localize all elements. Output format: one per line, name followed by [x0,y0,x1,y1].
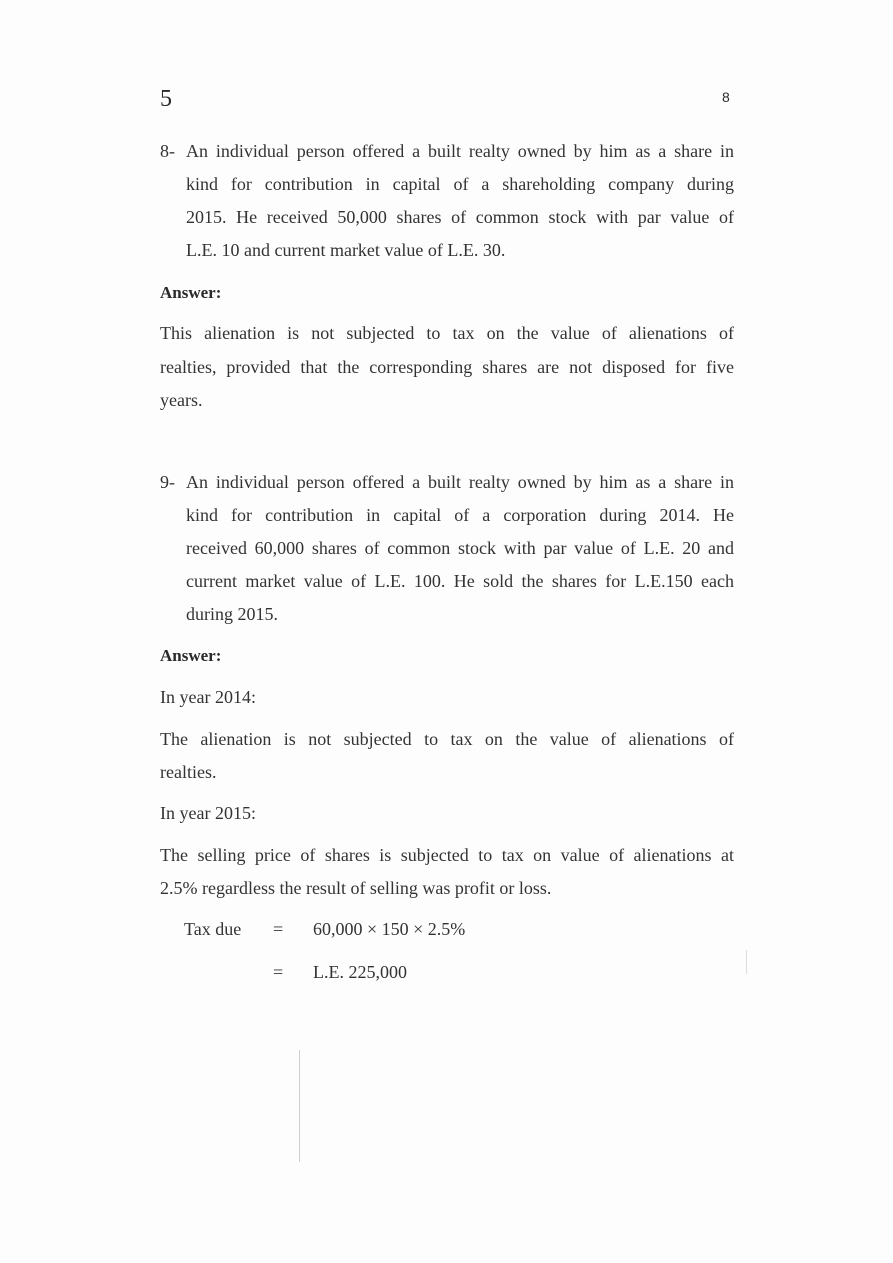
scan-artifact-line [299,1050,300,1162]
year-2015-line-1: The selling price of shares is subjected to tax on value of alienations at [160,845,734,865]
question-8-answer-line-3: years. [160,390,203,410]
year-2014-line-1: The alienation is not subjected to tax on the value of alienations of [160,729,734,749]
question-8-answer-line-2: realties, provided that the corresponding shares are not disposed for five [160,357,734,377]
question-8-line-3: 2015. He received 50,000 shares of common stock with par value of [186,207,734,227]
question-8-answer-line-1: This alienation is not subjected to tax on the value of alienations of [160,323,734,343]
scan-artifact-mark [746,950,747,974]
equals-sign-1: = [273,919,284,939]
question-9-line-2: kind for contribution in capital of a corporation during 2014. He [186,505,734,525]
tax-result: L.E. 225,000 [313,962,407,982]
tax-expression: 60,000 × 150 × 2.5% [313,919,466,939]
question-9-line-4: current market value of L.E. 100. He sold the shares for L.E.150 each [186,571,734,591]
year-2015-label: In year 2015: [160,803,256,823]
question-9-line-3: received 60,000 shares of common stock with par value of L.E. 20 and [186,538,734,558]
year-2014-label: In year 2014: [160,687,256,707]
question-9-number: 9- [160,472,175,492]
page-number-left: 5 [160,86,172,112]
question-8-number: 8- [160,141,175,161]
question-8-line-2: kind for contribution in capital of a shareholding company during [186,174,734,194]
question-8-line-4: L.E. 10 and current market value of L.E. 30. [186,240,506,260]
page-number-right: 8 [722,89,730,105]
year-2015-line-2: 2.5% regardless the result of selling was profit or loss. [160,878,552,898]
question-9-line-1: An individual person offered a built realty owned by him as a share in [186,472,734,492]
question-9-line-5: during 2015. [186,604,278,624]
question-9-answer-label: Answer: [160,646,222,665]
tax-due-label: Tax due [184,919,242,939]
question-8-line-1: An individual person offered a built realty owned by him as a share in [186,141,734,161]
question-8-answer-label: Answer: [160,283,222,302]
equals-sign-2: = [273,962,284,982]
year-2014-line-2: realties. [160,762,217,782]
